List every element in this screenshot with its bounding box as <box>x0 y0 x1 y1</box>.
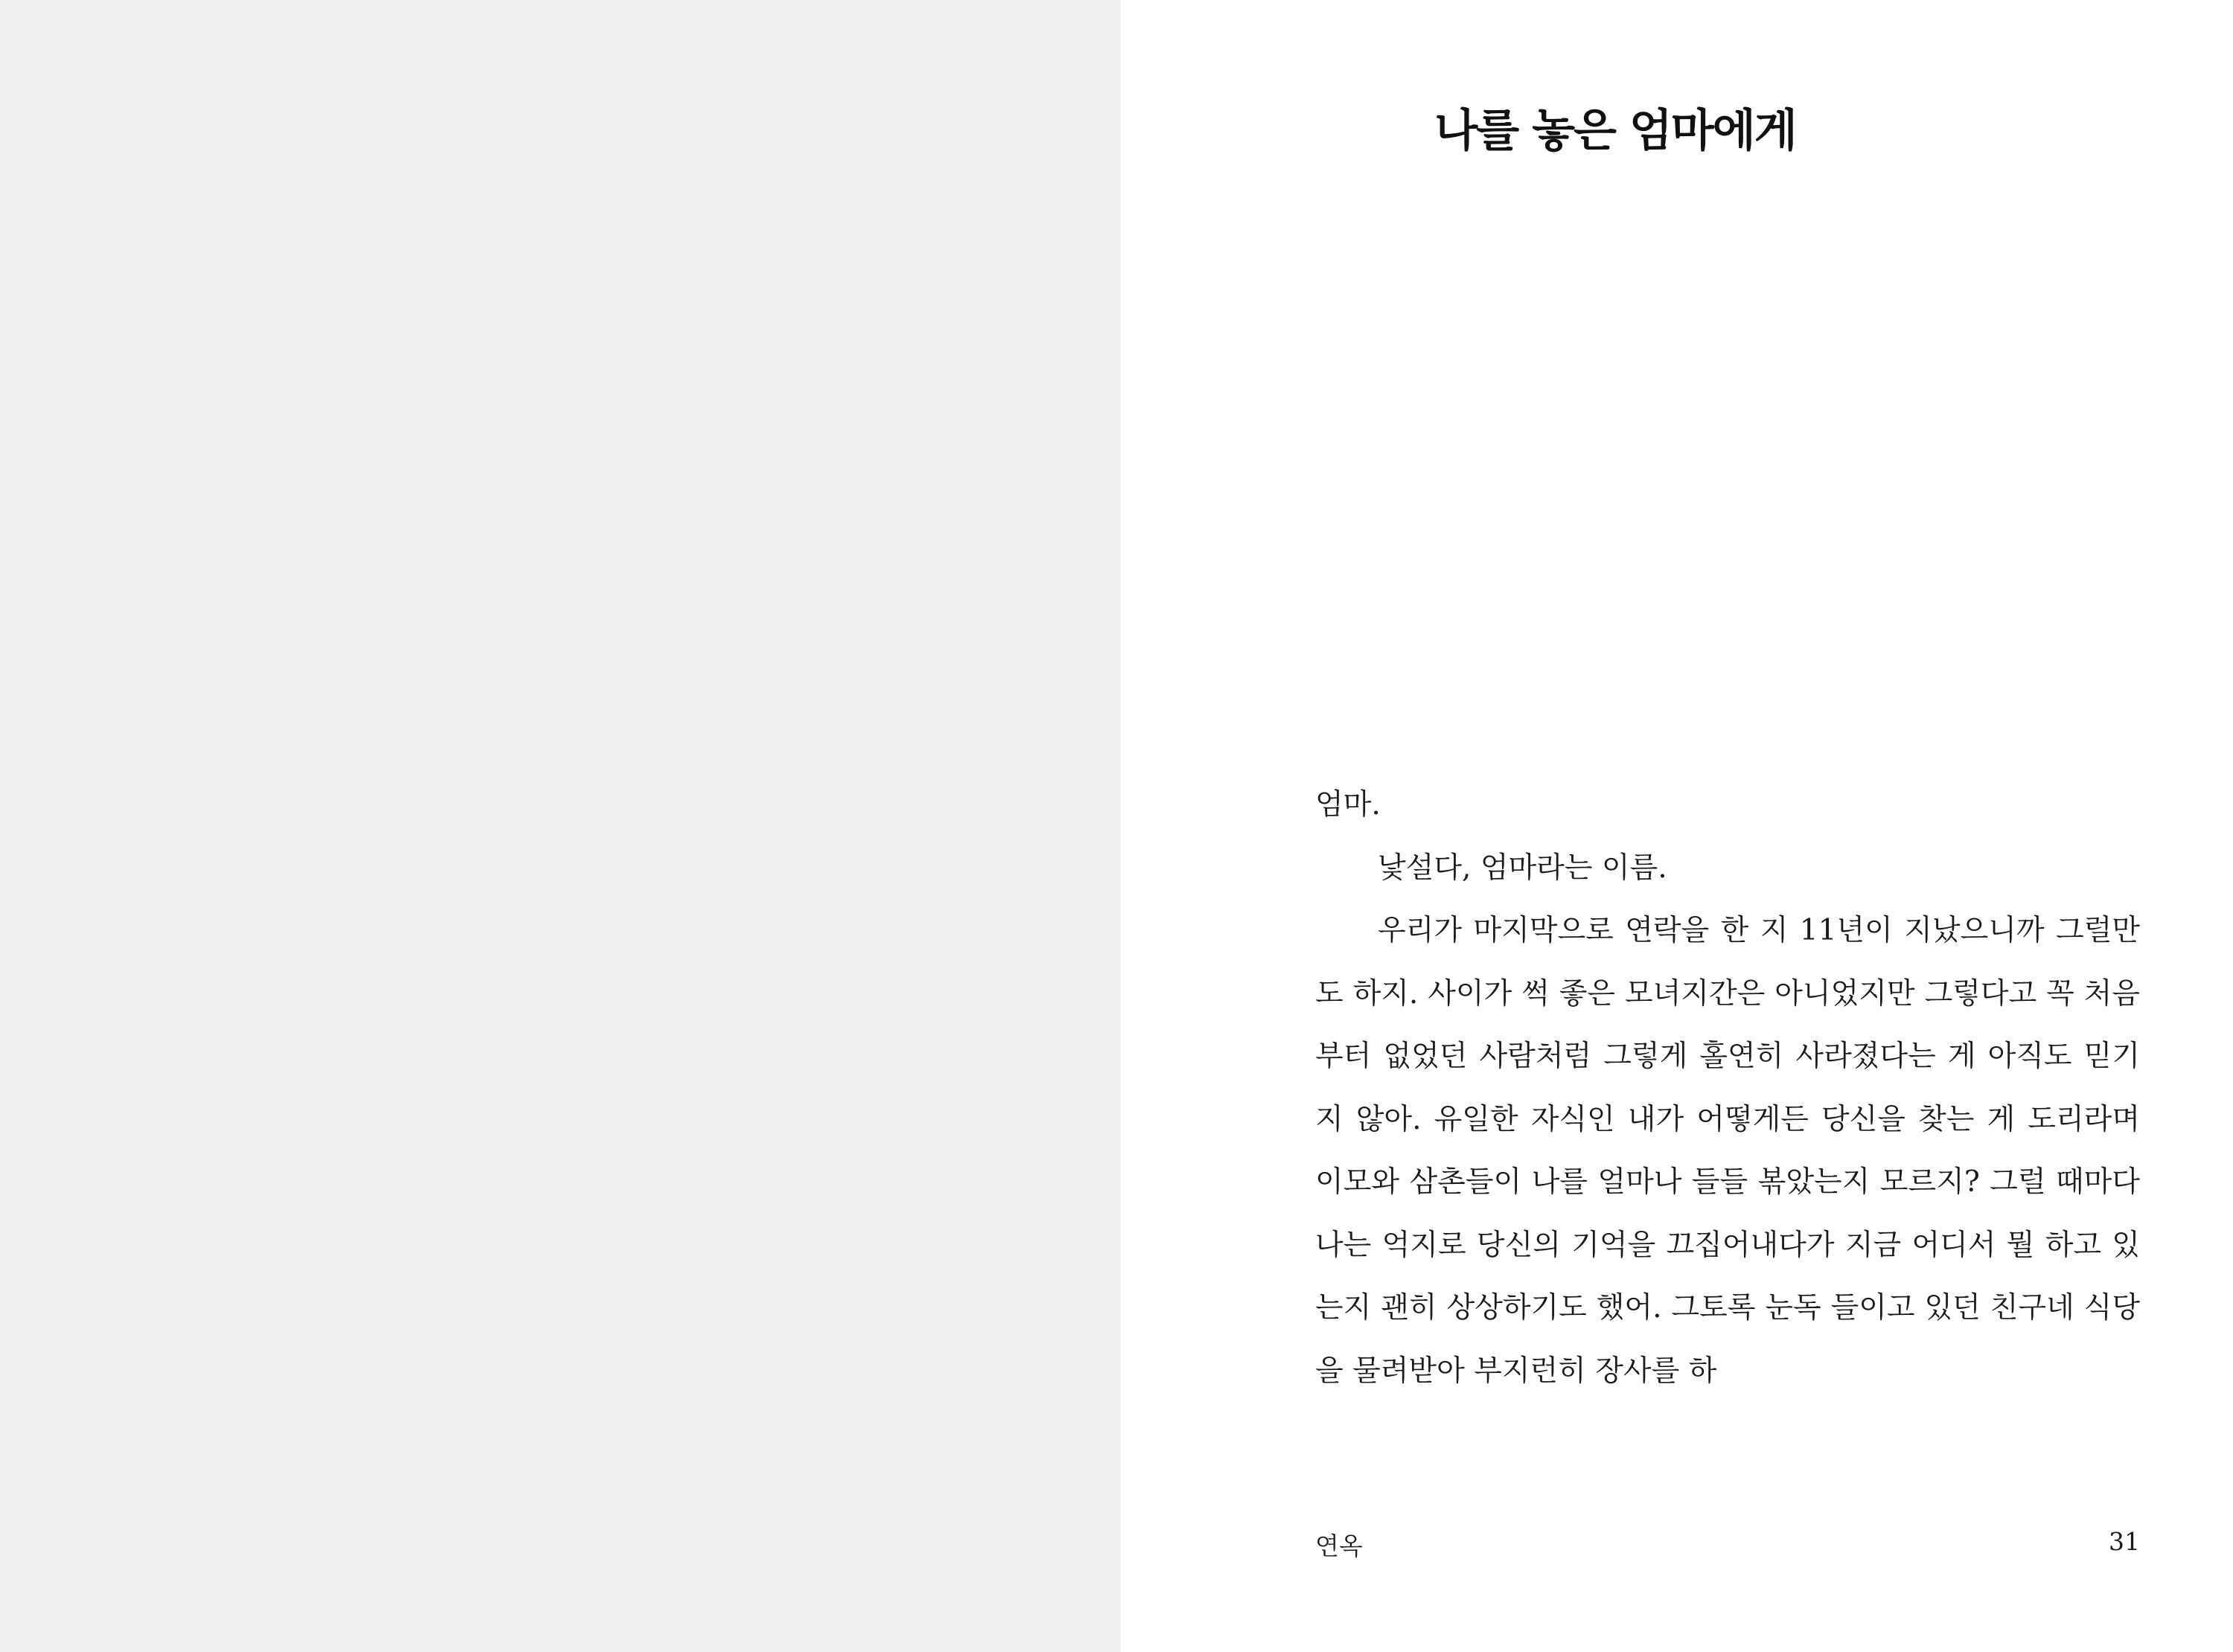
running-title: 연옥 <box>1315 1531 1363 1560</box>
body-text <box>1315 774 2140 1403</box>
chapter-title: 나를 놓은 엄마에게 <box>1434 105 1796 157</box>
paragraph-1: 낯설다, 엄마라는 이름. <box>1378 851 1667 885</box>
paragraph-2: 우리가 마지막으로 연락을 한 지 11년이 지났으니까 그럴만도 하지. 사이가 썩 좋은 모녀지간은 아니었지만 그렇다고 꼭 처음부터 없었던 사람처럼 그렇게 홀연히 사라졌다는 게 아직도 믿기지 않아. 유일한 자식인 내가 어떻게든 당신을 찾는 게 도리라며 이모와 삼촌들이 나를 얼마나 들들 볶았는지 모르지? 그럴 때마다 나는 억지로 당신의 기억을 끄집어내다가 지금 어디서 뭘 하고 있는지 괜히 상상하기도 했어. 그토록 눈독 들이고 있던 친구네 식당을 물려받아 부지런히 장사를 하 <box>1315 914 2140 1388</box>
page-number: 31 <box>2109 1527 2140 1556</box>
right-page <box>1120 0 2233 1652</box>
paragraph-salutation: 엄마. <box>1315 788 1381 822</box>
